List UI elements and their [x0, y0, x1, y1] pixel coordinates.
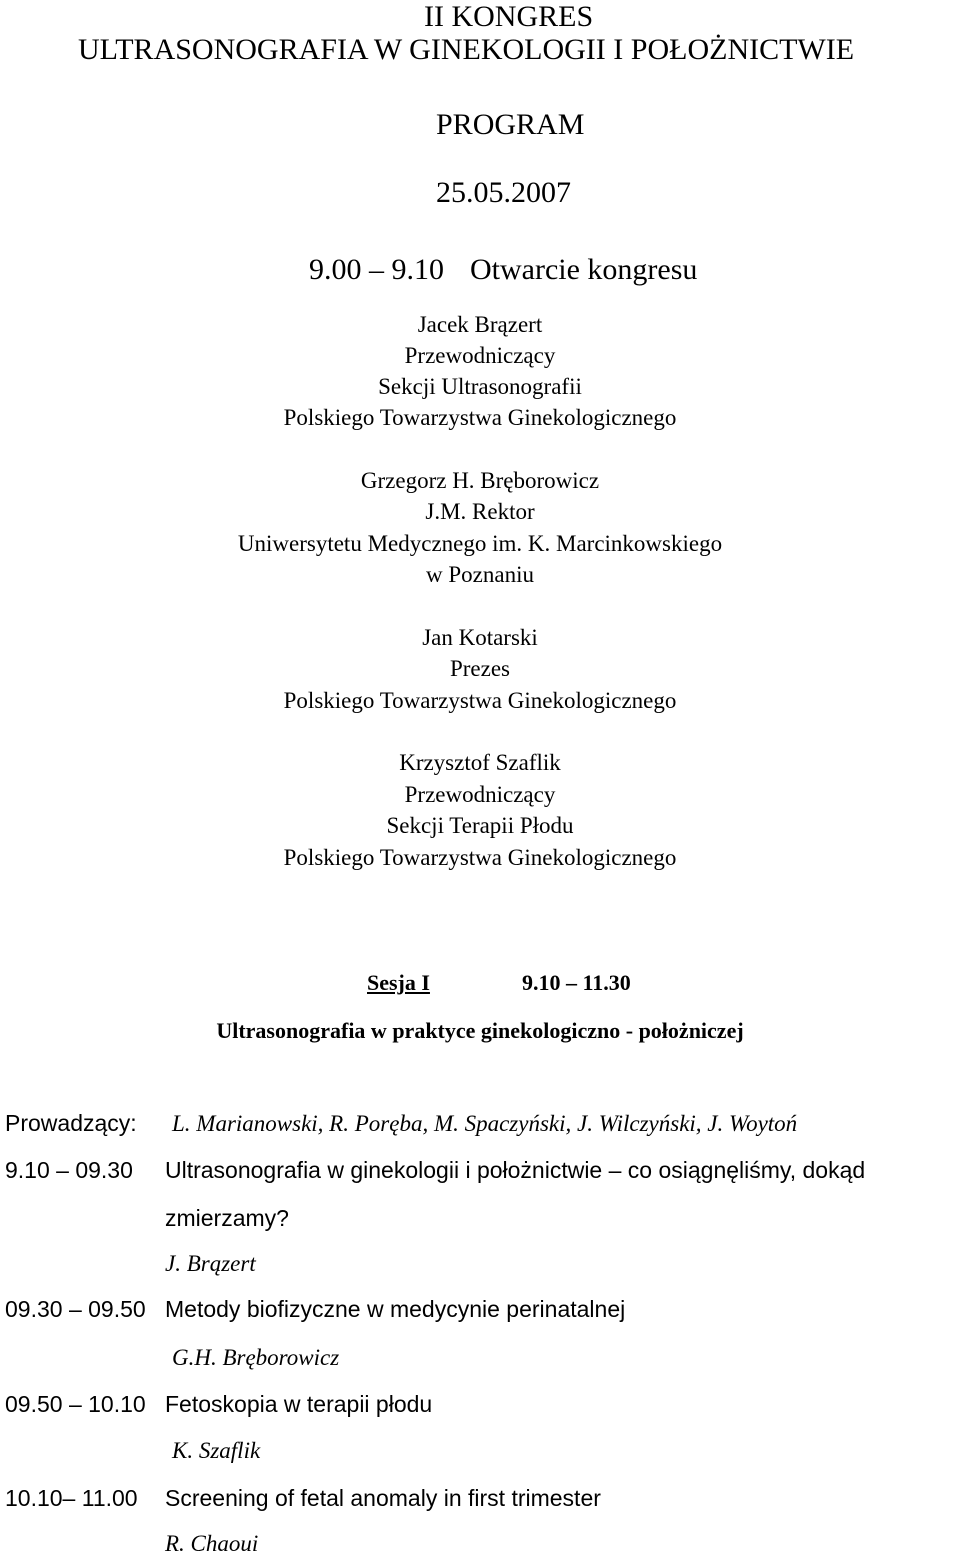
speaker-1-name: Jacek Brązert: [417, 312, 543, 337]
session-title: Ultrasonografia w praktyce ginekologiczno - położniczej: [216, 1018, 744, 1043]
speaker-1-org: Polskiego Towarzystwa Ginekologicznego: [283, 405, 677, 430]
speaker-1-unit: Sekcji Ultrasonografii: [378, 374, 582, 399]
speaker-2-role: J.M. Rektor: [425, 499, 535, 524]
talk-2-title: Metody biofizyczne w medycynie perinatalnej: [165, 1296, 626, 1322]
talk-4-time: 10.10– 11.00: [5, 1485, 138, 1511]
speaker-2-name: Grzegorz H. Bręborowicz: [360, 468, 600, 493]
talk-1-time: 9.10 – 09.30: [5, 1157, 133, 1183]
speaker-3-role: Prezes: [449, 656, 511, 681]
chairs-label: Prowadzący:: [5, 1110, 137, 1136]
program-date: 25.05.2007: [436, 176, 571, 209]
session-label: Sesja I: [367, 970, 430, 995]
talk-2-author: G.H. Bręborowicz: [172, 1345, 340, 1370]
talk-1-title-cont: zmierzamy?: [165, 1205, 289, 1231]
speaker-1-role: Przewodniczący: [404, 343, 556, 368]
chairs-names: L. Marianowski, R. Poręba, M. Spaczyński, J. Wilczyński, J. Woytoń: [172, 1111, 798, 1136]
talk-3-time: 09.50 – 10.10: [5, 1391, 146, 1417]
talk-3-title: Fetoskopia w terapii płodu: [165, 1391, 433, 1417]
talk-1-author: J. Brązert: [165, 1251, 256, 1276]
talk-4-title: Screening of fetal anomaly in first trimester: [165, 1485, 601, 1511]
talk-2-time: 09.30 – 09.50: [5, 1296, 146, 1322]
speaker-3-org: Polskiego Towarzystwa Ginekologicznego: [283, 688, 677, 713]
program-heading: PROGRAM: [436, 108, 585, 141]
speaker-2-unit: Uniwersytetu Medycznego im. K. Marcinkowskiego: [237, 531, 723, 556]
speaker-2-city: w Poznaniu: [426, 562, 534, 587]
talk-1-title: Ultrasonografia w ginekologii i położnictwie – co osiągnęliśmy, dokąd: [165, 1157, 866, 1183]
congress-title: ULTRASONOGRAFIA W GINEKOLOGII I POŁOŻNICTWIE: [78, 33, 855, 66]
opening-time: 9.00 – 9.10: [309, 253, 444, 286]
session-time: 9.10 – 11.30: [522, 970, 631, 995]
speaker-4-unit: Sekcji Terapii Płodu: [386, 813, 574, 838]
talk-4-author: R. Chaoui: [165, 1531, 259, 1556]
speaker-3-name: Jan Kotarski: [422, 625, 538, 650]
speaker-4-org: Polskiego Towarzystwa Ginekologicznego: [283, 845, 677, 870]
speaker-4-role: Przewodniczący: [404, 782, 556, 807]
talk-3-author: K. Szaflik: [172, 1438, 261, 1463]
opening-title: Otwarcie kongresu: [470, 253, 698, 286]
congress-number: II KONGRES: [424, 0, 594, 33]
speaker-4-name: Krzysztof Szaflik: [399, 750, 561, 775]
